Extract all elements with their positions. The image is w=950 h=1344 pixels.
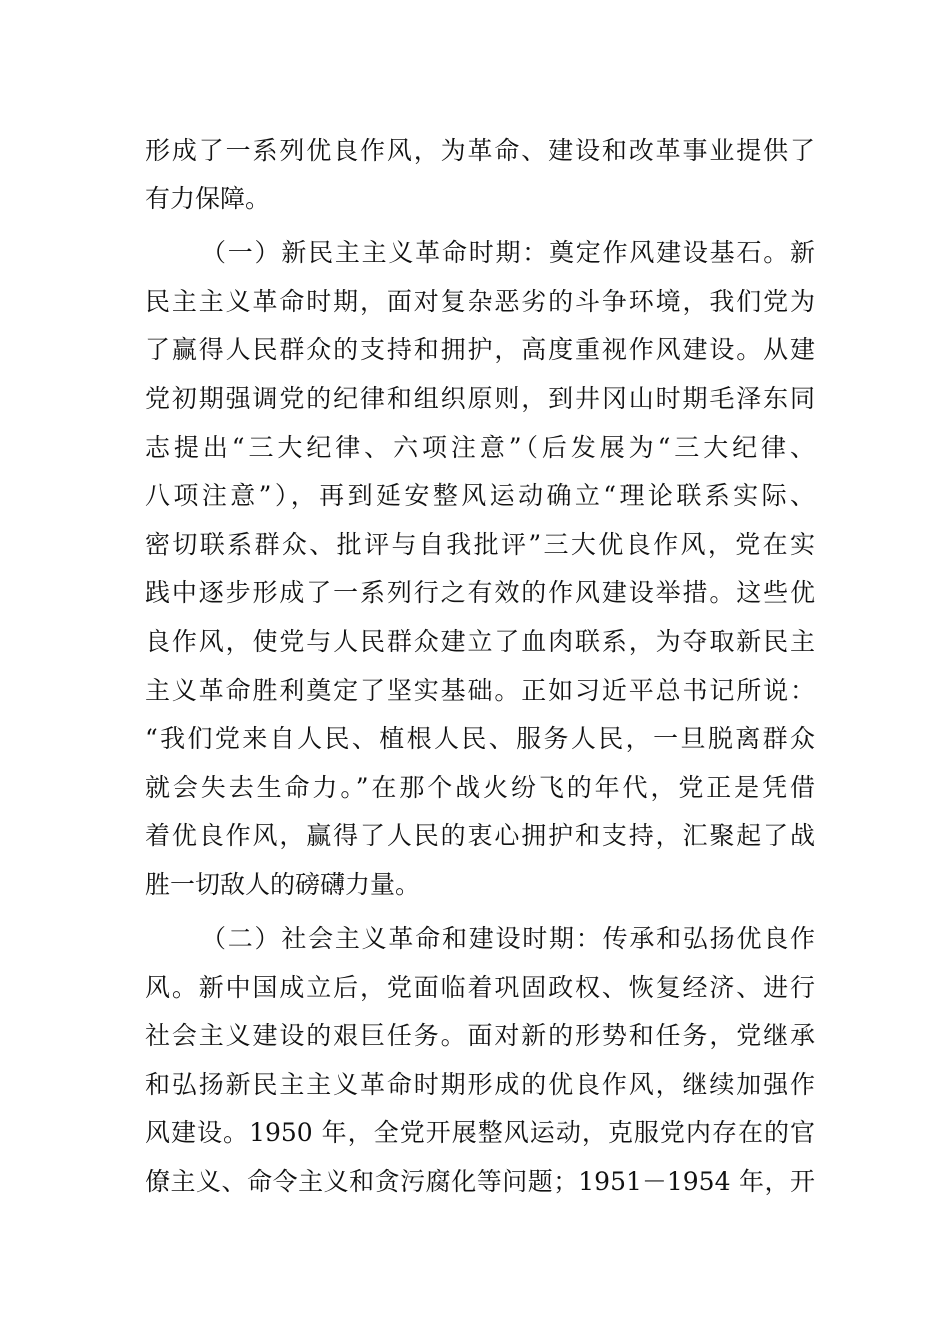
- text-line: 践中逐步形成了一系列行之有效的作风建设举措。这些优: [145, 578, 815, 607]
- text-line: 僚主义、命令主义和贪污腐化等问题；1951－1954 年，开: [145, 1167, 815, 1196]
- text-line: 风。新中国成立后，党面临着巩固政权、恢复经济、进行: [145, 973, 815, 1002]
- text-line: 密切联系群众、批评与自我批评”三大优良作风，党在实: [145, 530, 815, 559]
- text-line: 了赢得人民群众的支持和拥护，高度重视作风建设。从建: [145, 335, 815, 364]
- text-line: 八项注意”），再到延安整风运动确立“理论联系实际、: [145, 481, 815, 510]
- text-line: 风建设。1950 年，全党开展整风运动，克服党内存在的官: [145, 1118, 815, 1147]
- text-line: 党初期强调党的纪律和组织原则，到井冈山时期毛泽东同: [145, 384, 815, 413]
- text-line: 良作风，使党与人民群众建立了血肉联系，为夺取新民主: [145, 627, 815, 656]
- text-line: 社会主义建设的艰巨任务。面对新的形势和任务，党继承: [145, 1021, 815, 1050]
- text-line: 形成了一系列优良作风，为革命、建设和改革事业提供了: [145, 136, 815, 165]
- paragraph-heading-line: （二）社会主义革命和建设时期：传承和弘扬优良作: [201, 924, 815, 953]
- text-line: 主义革命胜利奠定了坚实基础。正如习近平总书记所说：: [145, 676, 815, 705]
- text-line: 和弘扬新民主主义革命时期形成的优良作风，继续加强作: [145, 1070, 815, 1099]
- text-line: 志提出“三大纪律、六项注意”（后发展为“三大纪律、: [145, 433, 815, 462]
- paragraph-heading-line: （一）新民主主义革命时期：奠定作风建设基石。新: [201, 238, 815, 267]
- text-line: 就会失去生命力。”在那个战火纷飞的年代，党正是凭借: [145, 773, 815, 802]
- text-line: 民主主义革命时期，面对复杂恶劣的斗争环境，我们党为: [145, 287, 815, 316]
- text-line: 有力保障。: [145, 184, 271, 213]
- text-line: 着优良作风，赢得了人民的衷心拥护和支持，汇聚起了战: [145, 821, 815, 850]
- text-line: 胜一切敌人的磅礴力量。: [145, 870, 421, 899]
- text-line: “我们党来自人民、植根人民、服务人民，一旦脱离群众: [145, 724, 815, 753]
